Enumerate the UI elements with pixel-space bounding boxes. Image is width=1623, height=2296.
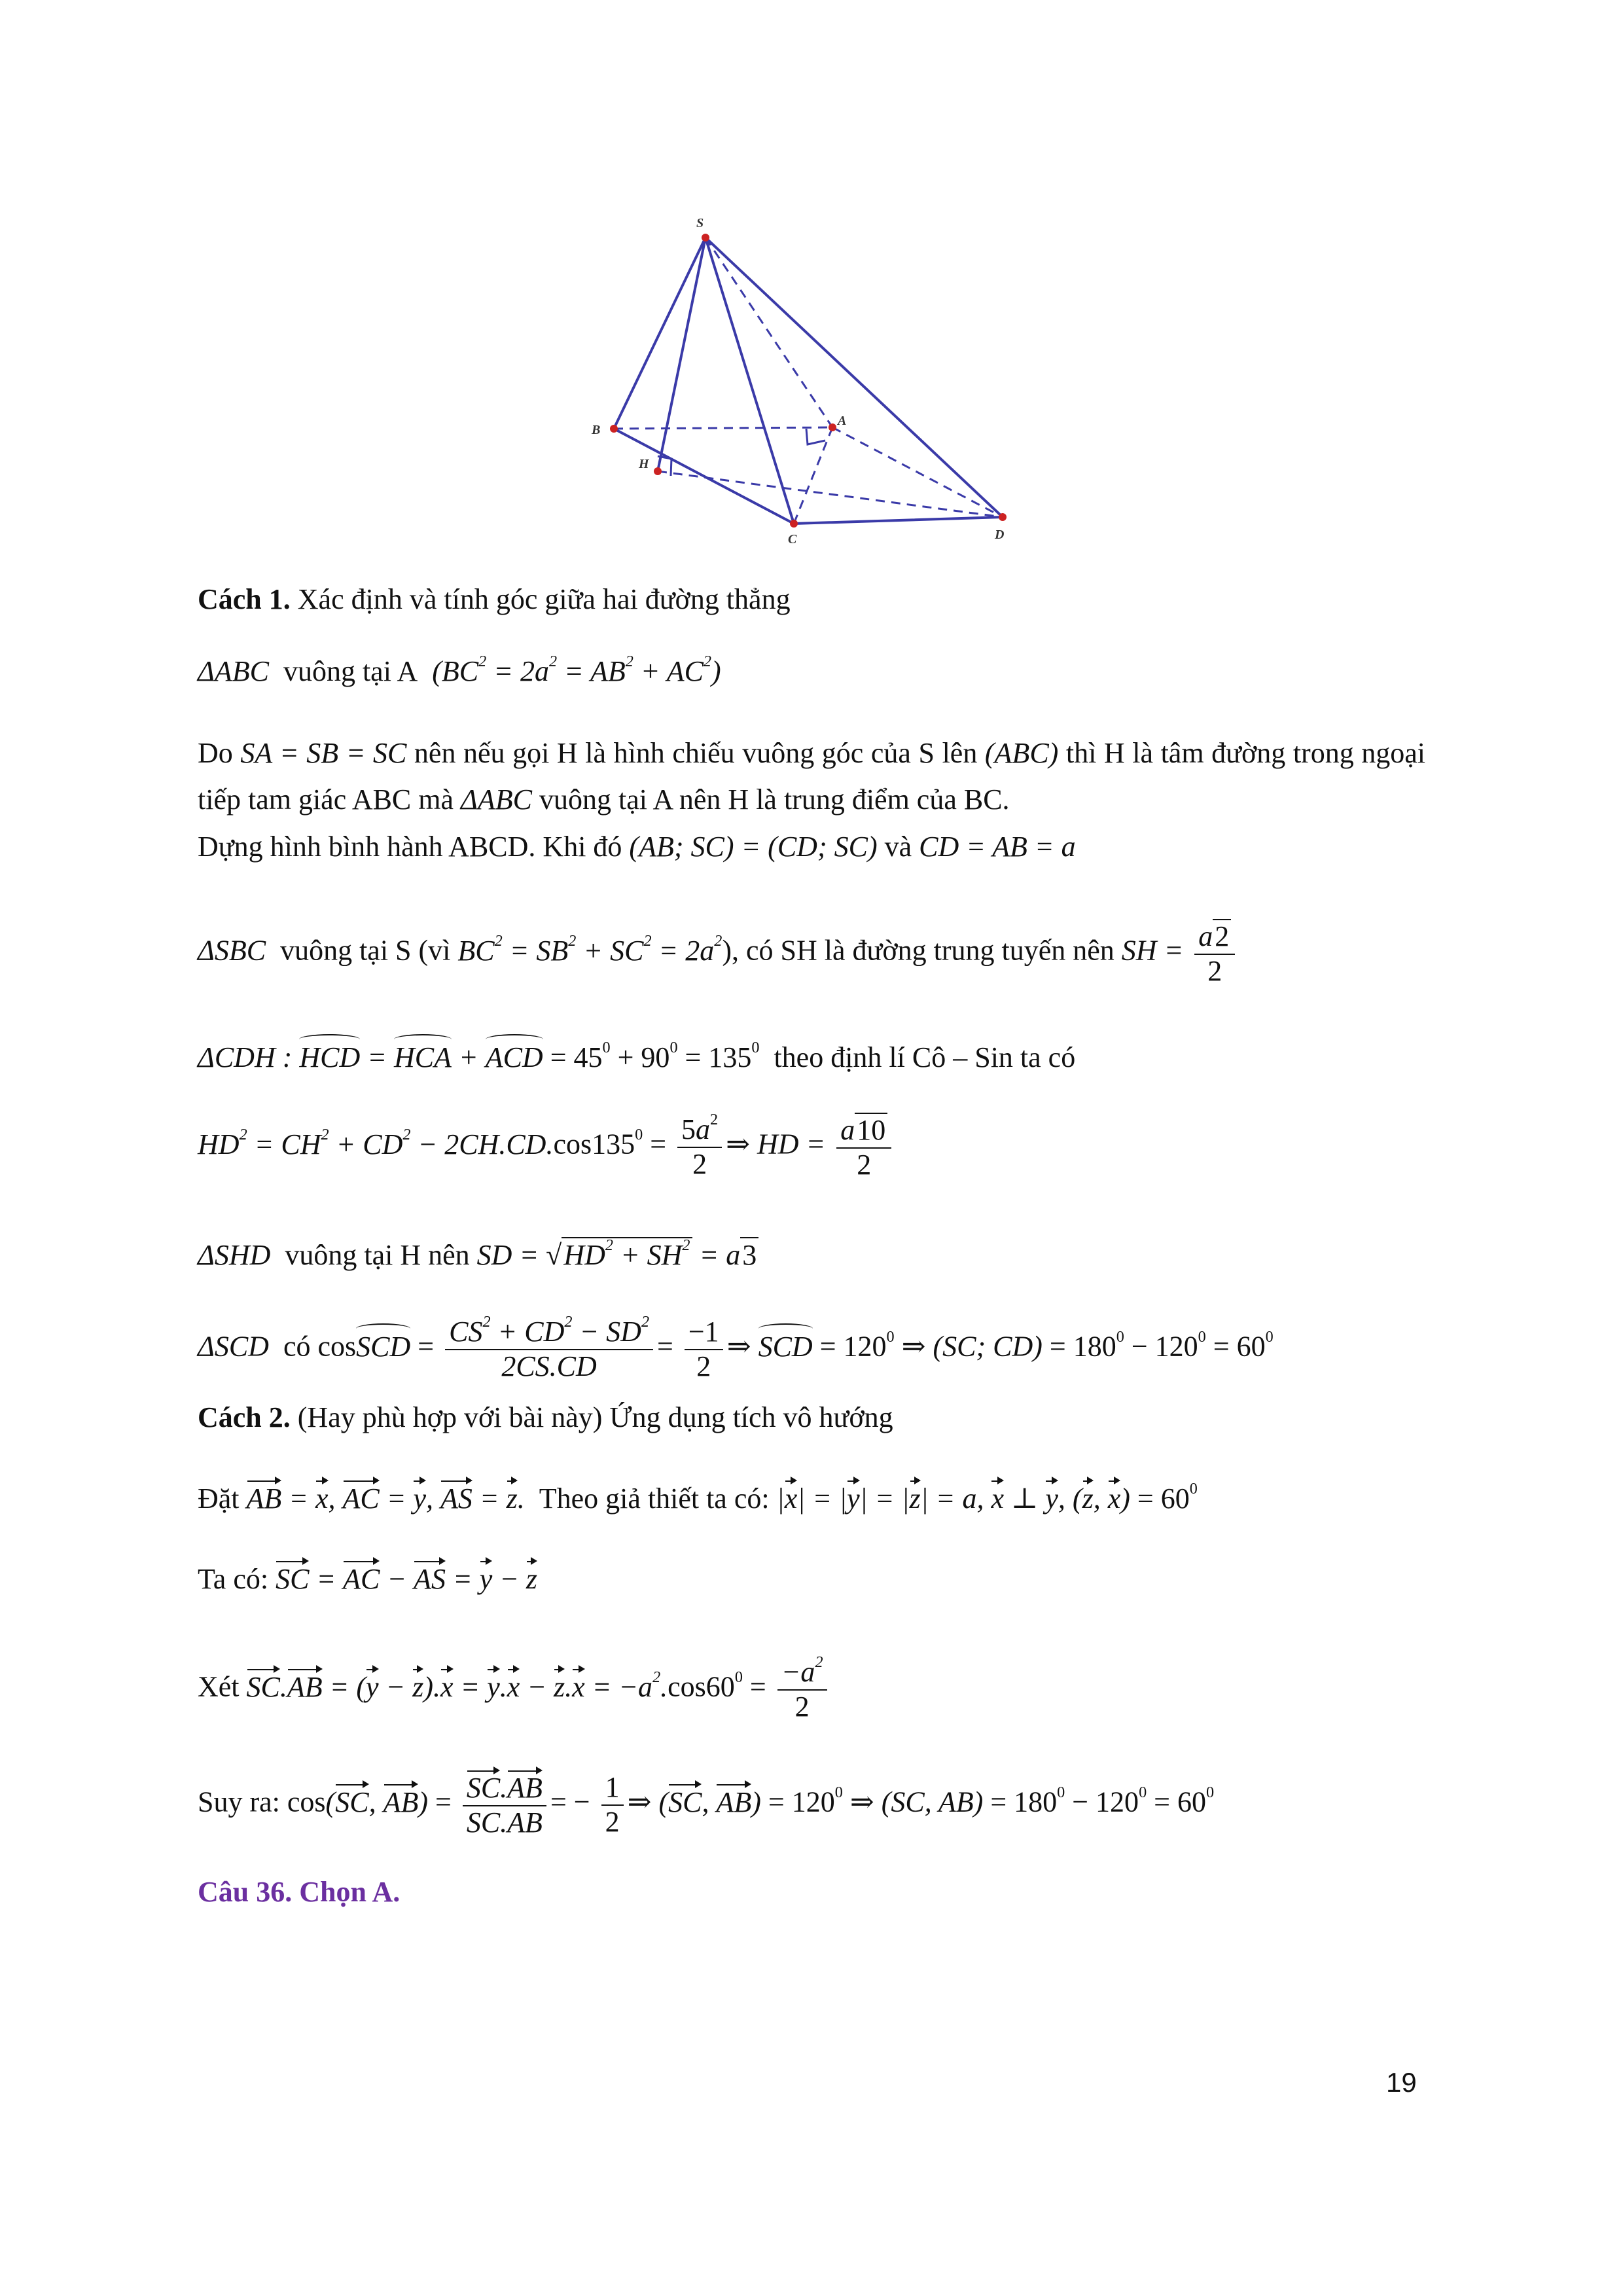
label-h: H — [639, 457, 649, 471]
label-b: B — [592, 423, 601, 437]
cach1-title: Xác định và tính góc giữa hai đường thẳng — [297, 583, 791, 615]
shd-line: ΔSHD vuông tại H nên SD = $√HD^2 + SH^2 = a3$ — [198, 1237, 758, 1273]
sbc-text2: ), có SH là đường trung tuyến nên — [722, 934, 1115, 967]
p-line2b: vuông tại A nên H là trung điểm của BC. — [539, 783, 1010, 816]
edge-hd — [658, 471, 1003, 517]
label-s: S — [696, 216, 704, 230]
edge-bc — [614, 429, 794, 524]
p-line3b: và — [884, 830, 912, 863]
suyra-line: Suy ra: cos(SC, AB) = $\frac{SC.AB}{SC.AB}$ = − $\frac{1}{2}$ ⇒ (SC, $AB) = 120^0$ ⇒ (SC, $AB) = 180^0 - 120^0 = 60^0$ — [198, 1771, 1215, 1839]
edge-ac — [794, 427, 832, 524]
shd-text: vuông tại H nên — [285, 1239, 470, 1271]
abc-right-text: vuông tại A — [283, 655, 418, 687]
xet-word: Xét — [198, 1670, 240, 1703]
edge-sh — [658, 238, 705, 471]
edge-sb — [614, 238, 705, 429]
edge-ad — [832, 427, 1003, 517]
edge-sd — [705, 238, 1003, 517]
label-c: C — [788, 532, 797, 547]
dat-line: Đặt AB = x, AC = y, AS = z. Theo giả thiết ta có: |x| = |y| = |z| = a, x ⊥ y, (z, $x) = 60^0$ — [198, 1480, 1198, 1516]
abc-right-line: ΔABC vuông tại A $(BC^2 = 2a^2 = AB^2 + AC^2)$ — [198, 653, 721, 687]
cau-36-label: Câu 36. Chọn A. — [198, 1876, 401, 1908]
p-text2: thì H là tâm — [1065, 737, 1204, 769]
cach2-heading-line — [198, 1401, 893, 1435]
page-number: 19 — [1386, 2067, 1417, 2098]
cach2-heading: Cách 2. — [198, 1401, 291, 1433]
xet-line: Xét $SC.AB = (y - z).x = y.x - z.x = -a^2.\cos 60^0$ = $\frac{-a^2}{2}$ — [198, 1656, 831, 1723]
scd-line: ΔSCD có cosSCD = $\frac{CS^2 + CD^2 - SD^2}{2CS.CD}$ = $\frac{-1}{2}$ ⇒ SCD = $120^0$ ⇒ (SC; $CD) = 180^0 - 120^0 = 60^0$ — [198, 1313, 1274, 1382]
suyra-word: Suy ra: — [198, 1785, 280, 1818]
gt-text: Theo giả thiết ta có: — [539, 1482, 770, 1515]
edge-ba — [614, 427, 832, 429]
pyramid-figure — [576, 206, 1034, 547]
edge-sa — [705, 238, 832, 427]
cach2-title: (Hay phù hợp với bài này) Ứng dụng tích vô hướng — [297, 1401, 893, 1433]
cach1-heading-line — [198, 583, 791, 617]
sbc-line: ΔSBC vuông tại S (vì $BC^2 = SB^2 + SC^2 = 2a^2$), có SH là đường trung tuyến nên SH = $\frac{a2}{2}$ — [198, 919, 1239, 988]
dat-word: Đặt — [198, 1482, 240, 1515]
edge-cd — [794, 517, 1003, 524]
cdh-line: ΔCDH : HCD = HCA + ACD = $45^0 + 90^0 = 135^0$ theo định lí Cô – Sin ta có — [198, 1041, 1075, 1075]
cach1-heading: Cách 1. — [198, 583, 291, 615]
cdh-text: theo định lí Cô – Sin ta có — [774, 1041, 1076, 1073]
right-angle-a — [806, 429, 825, 444]
p-text1: nên nếu gọi H là hình chiếu vuông góc của S lên — [414, 737, 978, 769]
p-line2a: đường trong ngoại tiếp tam giác ABC mà — [198, 737, 1426, 816]
do-word: Do — [198, 737, 233, 769]
sbc-text1: vuông tại S (vì — [280, 934, 451, 967]
hd-line: $HD^2 = CH^2 + CD^2 - 2CH.CD.\cos 135^0$ = $\frac{5a^2}{2}$ ⇒ HD = $\frac{a10}{2}$ — [198, 1113, 895, 1181]
cach1-paragraph: Do SA = SB = SC nên nếu gọi H là hình chiếu vuông góc của S lên (ABC) thì H là tâm đường trong ngoại tiếp tam giác ABC mà ΔABC vuông tại A nên H là trung điểm của BC. Dựng hình bình hành ABCD. Khi đó (AB; SC) = (CD; SC) và CD = AB = a — [198, 737, 1426, 863]
p-line3a: Dựng hình bình hành ABCD. Khi đó — [198, 830, 622, 863]
taco-word: Ta có: — [198, 1563, 269, 1595]
taco-line: Ta có: SC = AC − AS = y − z — [198, 1561, 537, 1597]
scd-text: có — [283, 1330, 311, 1363]
label-a: A — [838, 414, 847, 428]
label-d: D — [995, 528, 1005, 542]
